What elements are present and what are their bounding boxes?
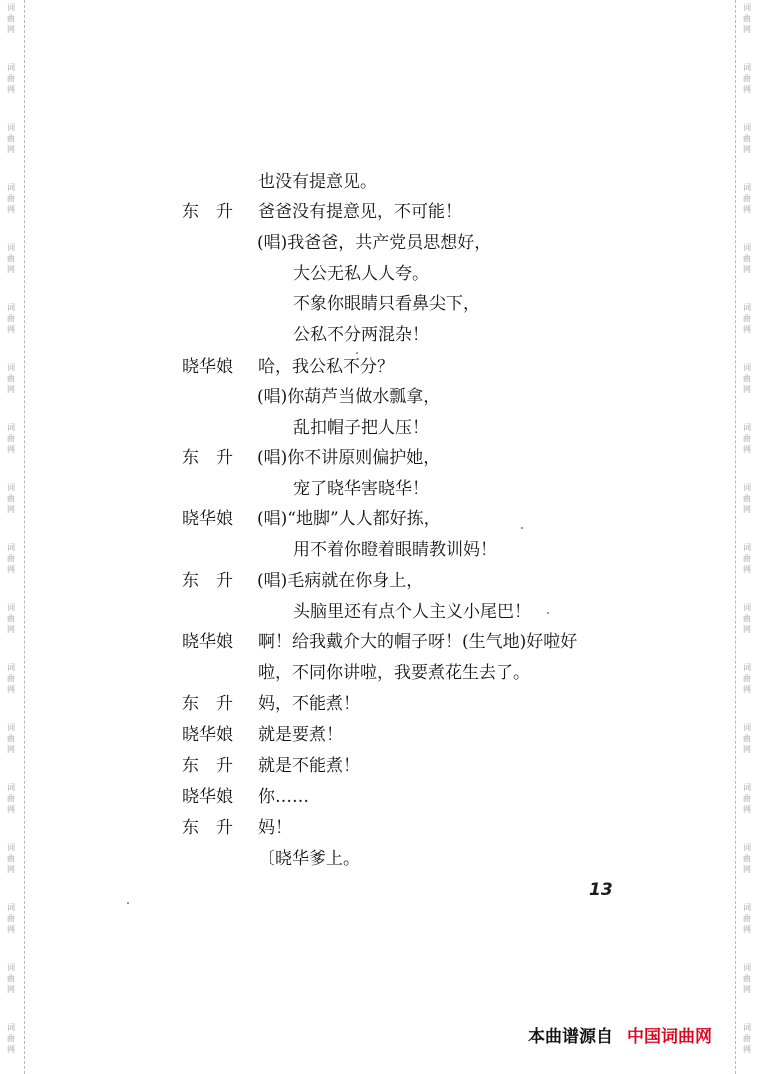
watermark-char: 网 (7, 325, 15, 334)
dialogue-line: 妈！ (258, 818, 292, 838)
dialogue-line: (唱)你不讲原则偏护她， (257, 448, 441, 468)
watermark-char: 词 (7, 903, 15, 912)
watermark-char: 曲 (743, 614, 751, 623)
dialogue-line: (唱)毛病就在你身上， (257, 571, 424, 591)
watermark-char: 曲 (743, 314, 751, 323)
watermark-char: 曲 (7, 854, 15, 863)
watermark-char: 曲 (7, 134, 15, 143)
watermark-char: 词 (743, 303, 751, 312)
watermark-char: 词 (743, 783, 751, 792)
watermark-char: 词 (7, 63, 15, 72)
print-speck (547, 612, 549, 614)
watermark-char: 词 (743, 363, 751, 372)
watermark-char: 词 (7, 783, 15, 792)
watermark-char: 词 (743, 843, 751, 852)
watermark-char: 曲 (7, 1034, 15, 1043)
watermark-char: 曲 (7, 794, 15, 803)
speaker-name: 东 升 (182, 448, 233, 468)
watermark-char: 网 (743, 1045, 751, 1054)
watermark-char: 曲 (7, 314, 15, 323)
dialogue-line: 就是要煮！ (258, 725, 343, 745)
watermark-char: 曲 (743, 374, 751, 383)
watermark-char: 网 (7, 985, 15, 994)
watermark-char: 词 (743, 663, 751, 672)
speaker-name: 东 升 (182, 818, 233, 838)
watermark-char: 曲 (743, 674, 751, 683)
dialogue-line: 啦，不同你讲啦，我要煮花生去了。 (258, 663, 530, 683)
watermark-char: 网 (743, 925, 751, 934)
watermark-char: 网 (743, 205, 751, 214)
watermark-char: 曲 (7, 734, 15, 743)
dialogue-line: 乱扣帽子把人压！ (293, 418, 429, 438)
watermark-char: 曲 (743, 1034, 751, 1043)
watermark-char: 网 (7, 385, 15, 394)
watermark-char: 词 (7, 723, 15, 732)
watermark-char: 词 (7, 183, 15, 192)
print-speck (127, 902, 129, 904)
watermark-char: 曲 (7, 374, 15, 383)
watermark-char: 网 (743, 385, 751, 394)
dialogue-line: 妈，不能煮！ (258, 694, 360, 714)
watermark-char: 曲 (743, 434, 751, 443)
watermark-char: 词 (7, 543, 15, 552)
watermark-char: 词 (7, 663, 15, 672)
watermark-char: 词 (743, 63, 751, 72)
watermark-char: 曲 (743, 854, 751, 863)
footer-source-label: 本曲谱源自 (528, 1027, 613, 1047)
watermark-char: 网 (7, 565, 15, 574)
dialogue-line: (唱)我爸爸，共产党员思想好， (257, 233, 492, 253)
watermark-char: 网 (743, 445, 751, 454)
watermark-char: 曲 (7, 434, 15, 443)
footer-site-link[interactable]: 中国词曲网 (627, 1027, 712, 1047)
print-speck (521, 527, 523, 529)
dialogue-line: 头脑里还有点个人主义小尾巴！ (293, 602, 531, 622)
watermark-char: 曲 (743, 134, 751, 143)
watermark-char: 网 (7, 625, 15, 634)
watermark-char: 曲 (7, 554, 15, 563)
watermark-char: 网 (7, 745, 15, 754)
dialogue-line: 也没有提意见。 (258, 172, 377, 192)
watermark-char: 词 (743, 423, 751, 432)
watermark-char: 词 (743, 963, 751, 972)
speaker-name: 东 升 (182, 756, 233, 776)
speaker-name: 晓华娘 (182, 632, 233, 652)
footer-source (528, 1022, 712, 1047)
watermark-char: 网 (743, 85, 751, 94)
dialogue-line: 宠了晓华害晓华！ (293, 479, 429, 499)
watermark-char: 曲 (743, 14, 751, 23)
watermark-char: 词 (743, 243, 751, 252)
watermark-char: 网 (743, 685, 751, 694)
page-number: 13 (589, 880, 613, 900)
watermark-char: 网 (743, 505, 751, 514)
watermark-char: 曲 (743, 554, 751, 563)
watermark-char: 网 (7, 265, 15, 274)
watermark-char: 网 (743, 565, 751, 574)
speaker-name: 晓华娘 (182, 357, 233, 377)
watermark-char: 网 (743, 325, 751, 334)
watermark-char: 曲 (7, 194, 15, 203)
speaker-name: 东 升 (182, 202, 233, 222)
watermark-char: 词 (7, 603, 15, 612)
watermark-char: 曲 (7, 494, 15, 503)
watermark-char: 词 (743, 483, 751, 492)
watermark-char: 词 (743, 603, 751, 612)
dialogue-line: 你…… (258, 787, 309, 807)
watermark-char: 网 (7, 685, 15, 694)
dialogue-line: 不象你眼睛只看鼻尖下， (293, 294, 480, 314)
watermark-char: 网 (743, 145, 751, 154)
watermark-char: 词 (743, 1023, 751, 1032)
print-speck (356, 352, 358, 354)
watermark-char: 曲 (7, 674, 15, 683)
watermark-char: 词 (743, 543, 751, 552)
watermark-char: 曲 (743, 194, 751, 203)
speaker-name: 晓华娘 (182, 509, 233, 529)
watermark-char: 曲 (743, 914, 751, 923)
speaker-name: 晓华娘 (182, 725, 233, 745)
dialogue-line: 爸爸没有提意见，不可能！ (258, 202, 462, 222)
speaker-name: 晓华娘 (182, 787, 233, 807)
watermark-char: 网 (7, 25, 15, 34)
watermark-char: 曲 (743, 74, 751, 83)
watermark-char: 网 (7, 1045, 15, 1054)
watermark-char: 词 (7, 3, 15, 12)
dialogue-line: 哈，我公私不分？ (258, 357, 394, 377)
watermark-char: 词 (743, 3, 751, 12)
watermark-char: 词 (7, 243, 15, 252)
watermark-char: 曲 (7, 74, 15, 83)
dialogue-line: 〔晓华爹上。 (258, 849, 360, 869)
watermark-char: 曲 (743, 494, 751, 503)
watermark-char: 词 (7, 843, 15, 852)
watermark-char: 网 (7, 145, 15, 154)
dialogue-line: (唱)你葫芦当做水瓢拿， (257, 387, 441, 407)
watermark-char: 网 (743, 985, 751, 994)
dialogue-line: 公私不分两混杂！ (293, 325, 429, 345)
watermark-char: 曲 (743, 734, 751, 743)
watermark-char: 网 (7, 805, 15, 814)
watermark-char: 词 (743, 123, 751, 132)
speaker-name: 东 升 (182, 694, 233, 714)
watermark-char: 词 (7, 963, 15, 972)
watermark-char: 词 (743, 183, 751, 192)
watermark-char: 词 (7, 303, 15, 312)
watermark-char: 网 (7, 925, 15, 934)
watermark-char: 词 (7, 423, 15, 432)
watermark-char: 曲 (7, 974, 15, 983)
watermark-char: 曲 (7, 614, 15, 623)
speaker-name: 东 升 (182, 571, 233, 591)
watermark-char: 曲 (743, 254, 751, 263)
watermark-char: 网 (743, 25, 751, 34)
watermark-char: 网 (743, 805, 751, 814)
watermark-char: 网 (743, 745, 751, 754)
watermark-char: 曲 (7, 14, 15, 23)
dialogue-line: 啊！给我戴介大的帽子呀！(生气地)好啦好 (258, 632, 578, 652)
watermark-char: 网 (7, 205, 15, 214)
dialogue-line: 大公无私人人夸。 (293, 264, 429, 284)
watermark-char: 词 (743, 723, 751, 732)
dialogue-line: (唱)“地脚”人人都好拣， (257, 509, 441, 529)
watermark-char: 曲 (7, 254, 15, 263)
dialogue-line: 用不着你瞪着眼睛教训妈！ (293, 540, 497, 560)
watermark-char: 词 (7, 363, 15, 372)
watermark-char: 网 (7, 505, 15, 514)
watermark-char: 网 (743, 625, 751, 634)
watermark-char: 词 (7, 483, 15, 492)
watermark-char: 网 (7, 865, 15, 874)
watermark-char: 网 (743, 265, 751, 274)
watermark-char: 网 (7, 85, 15, 94)
watermark-char: 曲 (7, 914, 15, 923)
watermark-char: 曲 (743, 794, 751, 803)
watermark-char: 曲 (743, 974, 751, 983)
dialogue-line: 就是不能煮！ (258, 756, 360, 776)
watermark-char: 网 (743, 865, 751, 874)
watermark-char: 词 (7, 123, 15, 132)
watermark-char: 词 (743, 903, 751, 912)
watermark-char: 词 (7, 1023, 15, 1032)
watermark-char: 网 (7, 445, 15, 454)
